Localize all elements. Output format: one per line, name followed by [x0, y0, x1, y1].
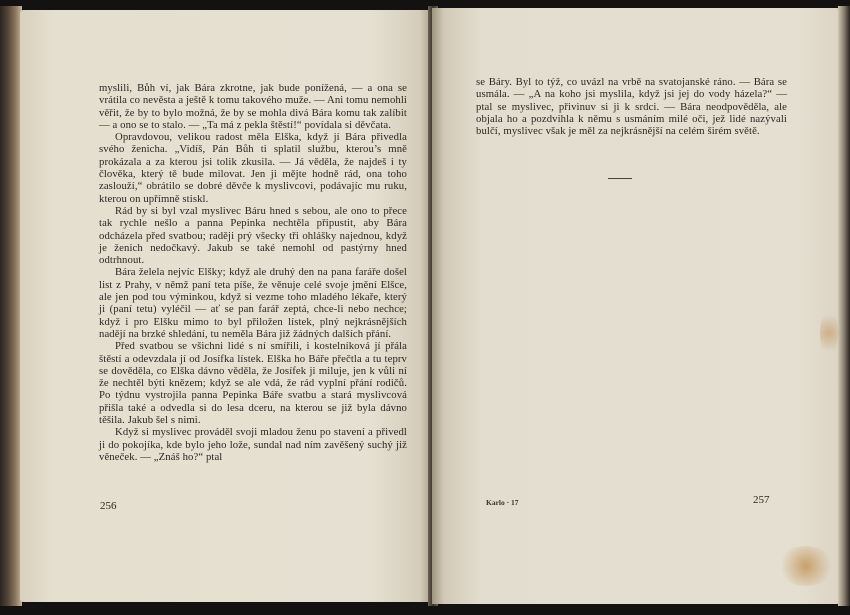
book-edge-left	[0, 6, 22, 606]
left-page-text	[99, 82, 407, 463]
printer-signature: Karlo · 17	[486, 498, 519, 507]
paragraph: Před svatbou se všichni lidé s ní smířili, i kostelníková jí přála štěstí a odevzdala jí od Josífka lístek. Elška ho Báře přečtla a tu teprv se dověděla, co Elška dávno věděla, že Josífek ji miluje, jen k vůli ní že nechtěl býti knězem; když se ale vdá, že rád vyplní přání rodičů. Po týdnu vystrojila panna Pepinka Báře svatbu a stará myslivcová přišla také a odvedla si do lesa dceru, na kterou se již byla dávno těšila. Jakub šel s nimi.	[99, 340, 407, 427]
paragraph: Bára želela nejvíc Elšky; když ale druhý den na pana faráře došel list z Prahy, v němž paní teta píše, že věnuje celé svoje jmění Elšce, ale jen pod tou výminkou, když si vezme toho mladého lékaře, který ji (paní tetu) vyléčil — ať se pan farář zeptá, chce-li nebo nechce; když i pro Elšku mimo to byl přiložen lístek, plný nejkrásnějších nadějí na brzké shledání, tu neměla Bára již žádných dalších přání.	[99, 266, 407, 340]
paragraph: Když si myslivec prováděl svoji mladou ženu po stavení a přivedl ji do pokojíka, kde bylo jeho lože, sundal nad ním zavěšený suchý již věneček. — „Znáš ho?“ ptal	[99, 426, 407, 463]
right-page	[432, 8, 840, 604]
left-page	[20, 10, 432, 602]
paragraph: Opravdovou, velikou radost měla Elška, když jí Bára přivedla svého ženicha. „Vidíš, Pán Bůh ti splatil službu, kterou’s mně prokázala a za kterou jsi tolik zkusila. — Já věděla, že najdeš i ty člověka, který tě bude milovat. Jen ji mějte hodně rád, ona toho zaslouží,“ obrátilo se dobré děvče k myslivcovi, podávajíc mu ruku, kterou on upřímně stiskl.	[99, 131, 407, 205]
paper-stain	[776, 546, 836, 586]
paragraph: se Báry. Byl to týž, co uvázl na vrbě na svatojanské ráno. — Bára se usmála. — „A na koho jsi myslila, když jsi jej do vody házela?“ — ptal se myslivec, přivinuv si ji k srdci. — Bára neodpověděla, ale objala ho a pozdvihla k němu s usmáním milé oči, jež lidé nazývali bulčí, myslivec však je měl za nejkrásnější na celém širém světě.	[476, 76, 787, 138]
end-rule	[608, 178, 632, 179]
page-number: 256	[100, 500, 117, 512]
book-edge-right	[838, 6, 850, 606]
page-number: 257	[753, 494, 770, 506]
paper-stain	[820, 308, 838, 358]
right-page-text	[476, 76, 787, 137]
paragraph: Rád by si byl vzal myslivec Báru hned s sebou, ale ono to přece tak rychle nešlo a panna Pepinka nechtěla připustit, aby Bára odcházela před svatbou; raději prý všecky tři ohlášky najednou, když je ženich nedočkavý. Jakub se také nemohl od pastýrny hned odtrhnout.	[99, 204, 407, 267]
paragraph: myslili, Bůh ví, jak Bára zkrotne, jak bude ponížená, — a ona se vrátila co nevěsta a ještě k tomu takového muže. — Ani tomu nemohli věřit, že by to bylo možná, že by se mohla divá Bára komu tak zalíbit — a ono se to stalo. — „Ta má z pekla štěstí!“ povídala si děvčata.	[99, 82, 407, 131]
